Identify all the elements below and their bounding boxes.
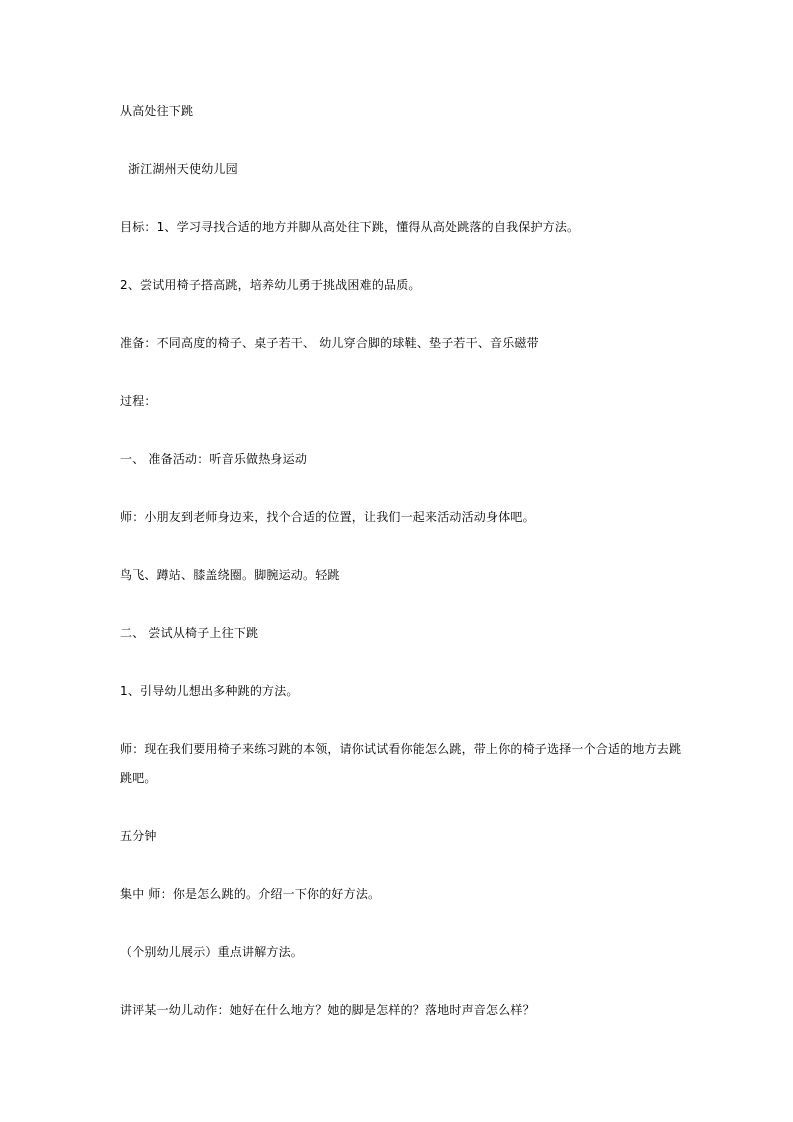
section-heading-warmup: 一、 准备活动：听音乐做热身运动 bbox=[120, 452, 308, 466]
paragraph-process-heading: 过程： bbox=[120, 394, 157, 408]
paragraph-teacher-warmup: 师：小朋友到老师身边来，找个合适的位置，让我们一起来活动活动身体吧。 bbox=[120, 510, 535, 524]
paragraph-preparation: 准备：不同高度的椅子、桌子若干、 幼儿穿合脚的球鞋、垫子若干、音乐磁带 bbox=[120, 336, 539, 350]
paragraph-teacher-instruction: 师：现在我们要用椅子来练习跳的本领，请你试试看你能怎么跳，带上你的椅子选择一个合适的地方去跳 bbox=[120, 742, 682, 756]
paragraph-evaluation: 讲评某一幼儿动作：她好在什么地方？她的脚是怎样的？落地时声音怎么样？ bbox=[120, 1003, 535, 1017]
paragraph-warmup-actions: 鸟飞、蹲站、膝盖绕圈。脚腕运动。轻跳 bbox=[120, 568, 340, 582]
paragraph-duration: 五分钟 bbox=[120, 829, 157, 843]
paragraph-objective-2: 2、尝试用椅子搭高跳，培养幼儿勇于挑战困难的品质。 bbox=[120, 278, 421, 292]
document-title: 从高处往下跳 bbox=[120, 104, 194, 118]
paragraph-objective-1: 目标：1、学习寻找合适的地方并脚从高处往下跳，懂得从高处跳落的自我保护方法。 bbox=[120, 220, 580, 234]
paragraph-teacher-instruction-cont: 跳吧。 bbox=[120, 771, 157, 785]
paragraph-gather: 集中 师：你是怎么跳的。介绍一下你的好方法。 bbox=[120, 887, 381, 901]
paragraph-step-1: 1、引导幼儿想出多种跳的方法。 bbox=[120, 684, 299, 698]
section-heading-chair-jump: 二、 尝试从椅子上往下跳 bbox=[120, 626, 259, 640]
paragraph-demonstration: （个别幼儿展示）重点讲解方法。 bbox=[120, 945, 304, 959]
document-author: 浙江湖州天使幼儿园 bbox=[128, 162, 238, 176]
